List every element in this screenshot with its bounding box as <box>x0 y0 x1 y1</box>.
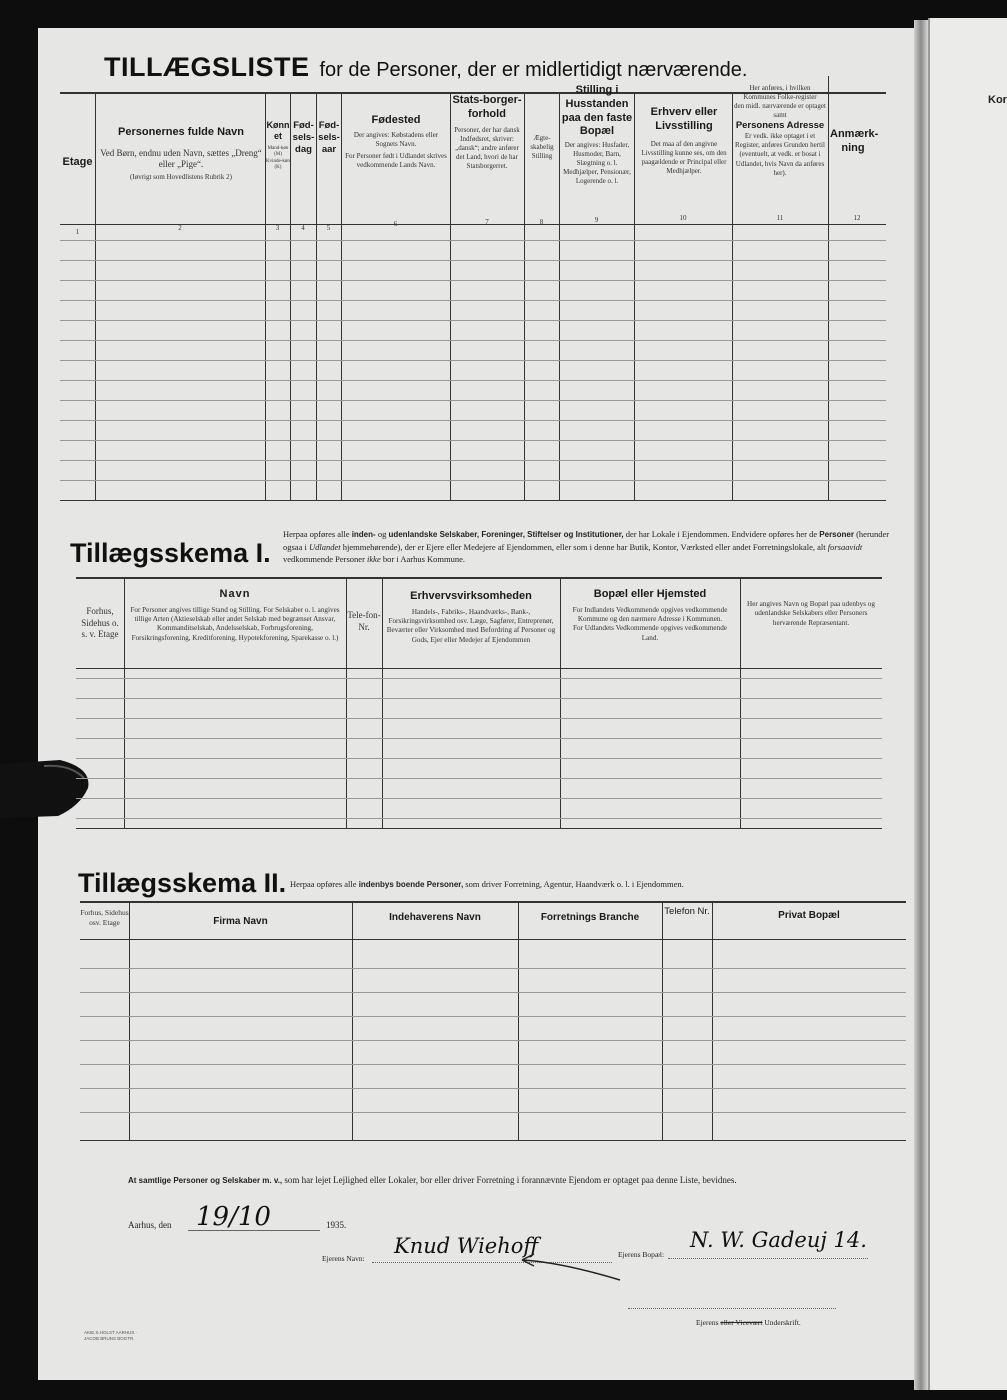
printer-mark: AKIE.S.HOLST AARHUS · JACOB BRUNS BOGTR. <box>84 1330 138 1341</box>
col-number: 1 <box>75 228 80 236</box>
title-rest: for de Personer, der er midlertidigt nærværende. <box>319 59 748 81</box>
s1-col-etage-header: Forhus, Sidehus o. s. v. Etage <box>81 606 119 640</box>
col-number: 9 <box>594 216 599 224</box>
s1-col-name-header: Navn For Personer angives tillige Stand og Stilling. For Selskaber o. l. angives tillige Arten (Aktieselskab eller andet Selskab med begrænset Ansvar, Kommanditselskab, Andelsselskab, Forbrugsforening, Forsikringsforening, Kreditforening, Hypotekforening, Sparekasse o. l.) <box>130 588 340 642</box>
schema2-description: Herpaa opføres alle indenbys boende Personer, som driver Forretning, Agentur, Haandværk o. l. i Ejendommen. <box>290 879 684 889</box>
col-sex-header: Kønnet Mand-køn (M) Kvinde-køn (K) <box>266 120 290 170</box>
book-gutter <box>914 20 928 1390</box>
schema1-description: Herpaa opføres alle inden- og udenlandske Selskaber, Foreninger, Stiftelser og Institutioner, der har Lokale i Ejendommen. Endvidere opføres her de Personer (herunder ogsaa i Udlandet hjemmehørende), der er Ejere eller Medejere af Ejendommen, eller som i denne har Butik, Kontor, Værksted eller andet Forretningslokale, alt forsaavidt vedkommende Personer ikke bor i Aarhus Kommune. <box>283 529 890 564</box>
s2-col-address-header: Privat Bopæl <box>778 910 840 921</box>
facing-page-text: Kor <box>988 94 1007 106</box>
owner-name-label: Ejerens Navn: <box>322 1254 365 1263</box>
col-number: 5 <box>326 224 331 232</box>
col-remarks-header: Anmærk-ning <box>830 128 879 154</box>
col-number: 2 <box>178 224 182 232</box>
col-birthyear-header: Fød-sels-aar <box>318 120 340 155</box>
col-etage-header: Etage <box>62 156 93 168</box>
facing-page <box>928 18 1007 1390</box>
place-date-label: Aarhus, den <box>128 1220 172 1230</box>
col-occupation-header: Erhverv eller Livsstilling Det maa af den angivne Livsstilling kunne ses, om den paagældende er Principal eller Medhjælper. <box>641 106 727 175</box>
s2-col-owner-header: Indehaverens Navn <box>389 912 481 923</box>
col-household-header: Stilling i Husstanden paa den faste Bopæl Der angives: Husfader, Husmoder, Barn, Slægtning o. l. Medhjælper, Pensionær, Logerende o. l. <box>561 84 633 186</box>
schema2-title: Tillægsskema II. <box>78 868 287 898</box>
s2-col-phone-header: Telefon Nr. <box>664 906 710 917</box>
s2-col-branch-header: Forretnings Branche <box>540 912 640 923</box>
col-number: 12 <box>853 214 861 222</box>
col-birthplace-header: Fødested Der angives: Købstadens eller Sognets Navn. For Personer født i Udlandet skrives vedkommende Lands Navn. <box>345 114 447 170</box>
s1-col-representative-header: Her angives Navn og Bopæl paa udenbys og udenlandske Selskabers eller Personers herværende Repræsentant. <box>747 600 875 627</box>
col-number: 8 <box>539 218 544 226</box>
col-number: 11 <box>776 214 784 222</box>
owner-signature: Knud Wiehoff <box>394 1234 539 1258</box>
owner-address-label: Ejerens Bopæl: <box>618 1250 665 1259</box>
col-number: 4 <box>301 224 305 232</box>
s1-col-business-header: Erhvervsvirksomheden Handels-, Fabriks-, Haandværks-, Bank-, Forsikringsvirksomhed osv. Læge, Sagfører, Entreprenør, Beværter eller Virksomhed med Befordring af Personer og Gods, Ejer eller Medejer af Ejendommen <box>386 590 556 644</box>
signature-arrow <box>520 1252 624 1282</box>
year: 1935. <box>326 1220 347 1230</box>
col-number: 10 <box>679 214 687 222</box>
binder-clip <box>0 758 90 820</box>
col-number: 7 <box>485 218 489 226</box>
col-citizenship-header: Stats-borger-forhold Personer, der har dansk Indfødsret, skriver: „dansk“; andre anfører det Land, hvori de har Statsborgerret. <box>452 94 522 170</box>
signature-label: Ejerens eller Vicevært Underskrift. <box>696 1318 801 1327</box>
page-title <box>104 52 864 83</box>
attestation-statement: At samtlige Personer og Selskaber m. v., som har lejet Lejlighed eller Lokaler, bor eller driver Forretning i forannævnte Ejendom er optaget paa denne Liste, bevidnes. <box>128 1175 737 1185</box>
s2-col-etage-header: Forhus, Sidehus osv. Etage <box>80 908 129 927</box>
handwritten-date: 19/10 <box>196 1202 271 1232</box>
col-birthday-header: Fød-sels-dag <box>292 120 315 155</box>
col-name-header: Personernes fulde Navn Ved Børn, endnu uden Navn, sættes „Dreng“ eller „Pige“. (Iøvrigt som Hovedlistens Rubrik 2) <box>100 126 262 182</box>
s1-col-residence-header: Bopæl eller Hjemsted For Indlandets Vedkommende opgives vedkommende Kommune og den nærmere Adresse i Kommunen. For Udlandets Vedkommende opgives vedkommende Land. <box>572 588 728 642</box>
col-number: 3 <box>275 224 280 232</box>
col-address-header: Her anføres, i hvilken Kommunes Folke-register den midl. nærværende er optaget samt Personens Adresse Er vedk. ikke optaget i et Register, anføres Grunden hertil (eventuelt, at vedk. er bosat i Udlandet, hvis Navn da anføres her). <box>734 84 826 177</box>
schema1-title: Tillægsskema I. <box>70 538 271 568</box>
title-main: TILLÆGSLISTE <box>104 52 310 82</box>
col-number: 6 <box>393 220 398 228</box>
owner-address-handwritten: N. W. Gadeuj 14. <box>690 1228 867 1252</box>
s2-col-firm-header: Firma Navn <box>213 916 268 927</box>
s1-col-phone-header: Tele-fon-Nr. <box>347 610 381 632</box>
col-marital-header: Ægte-skabelig Stilling <box>530 134 554 161</box>
